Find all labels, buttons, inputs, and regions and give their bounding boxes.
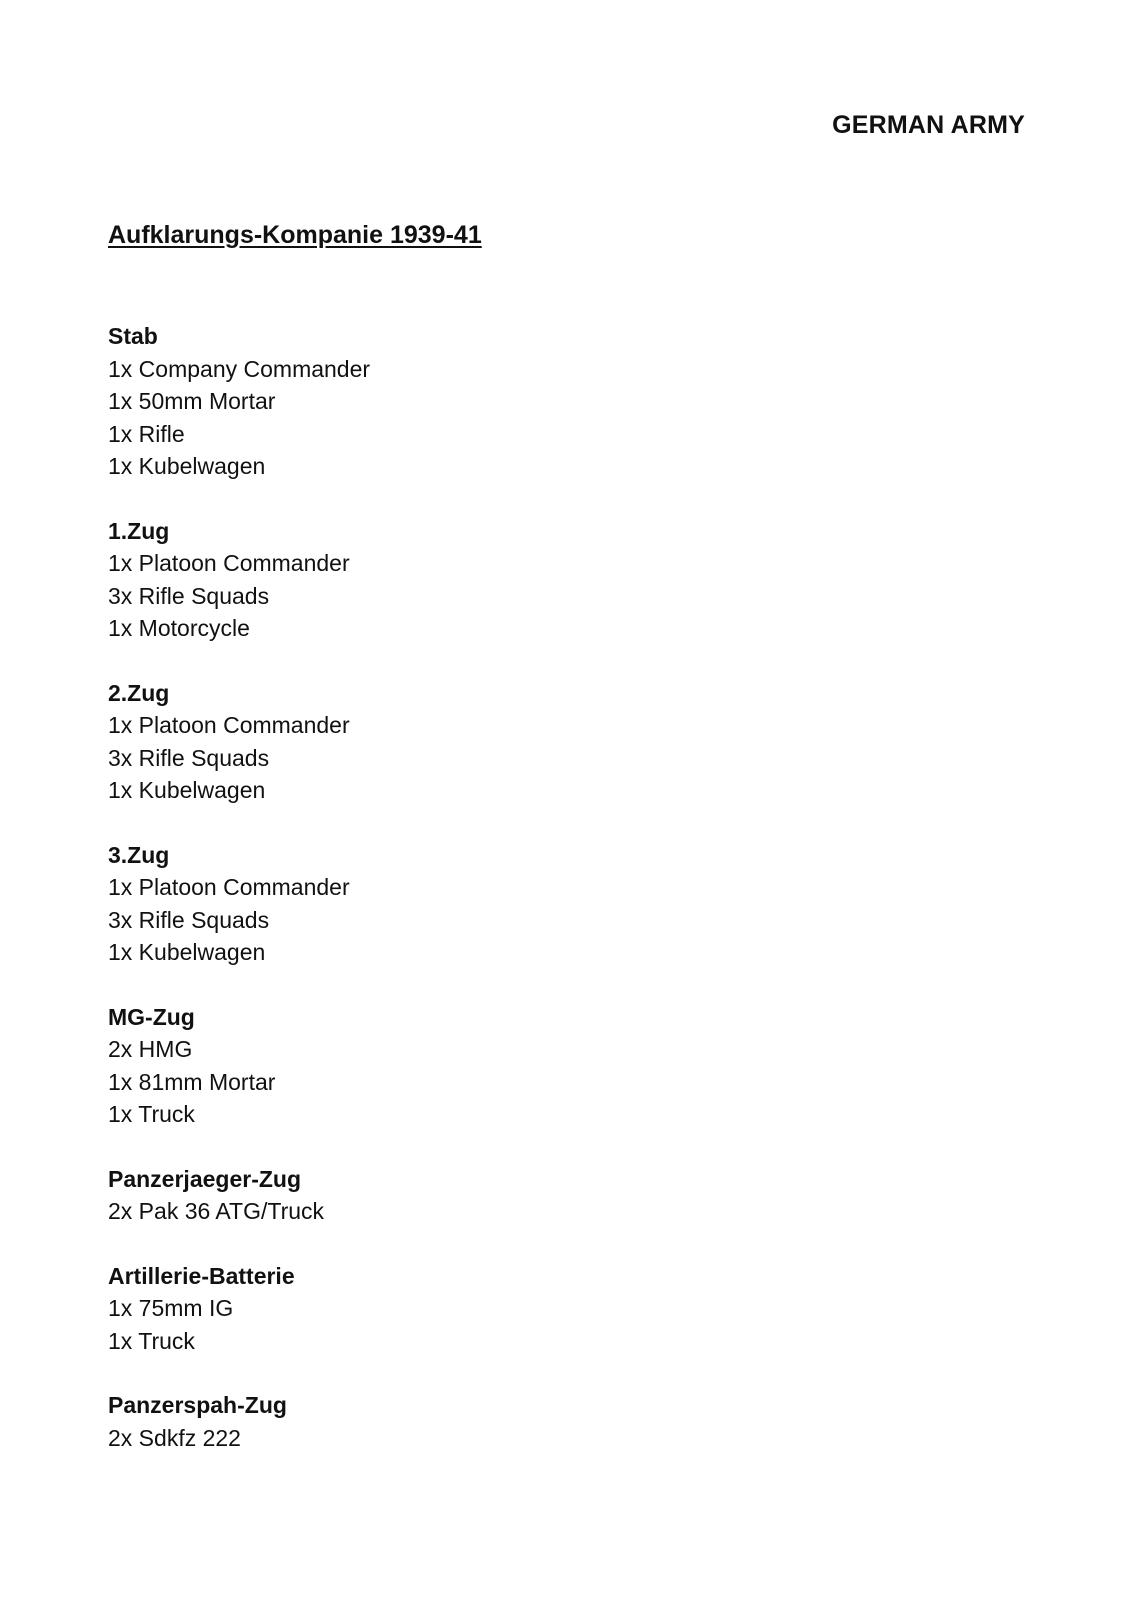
army-header: GERMAN ARMY xyxy=(832,111,1025,139)
section-heading: MG-Zug xyxy=(108,1003,195,1030)
unit-item: 1x 50mm Mortar xyxy=(108,388,276,414)
unit-list xyxy=(108,1195,370,1228)
unit-list xyxy=(108,547,370,645)
unit-list xyxy=(108,1292,370,1357)
section-heading: 1.Zug xyxy=(108,517,170,544)
unit-item: 3x Rifle Squads xyxy=(108,906,270,933)
section-heading: Artillerie-Batterie xyxy=(108,1262,295,1289)
unit-list xyxy=(108,353,370,483)
unit-item: 1x Truck xyxy=(108,1327,195,1354)
unit-item: 1x Truck xyxy=(108,1101,195,1127)
section-artillerie-batterie xyxy=(108,1260,370,1358)
section-mg-zug xyxy=(108,1001,370,1131)
unit-sections xyxy=(108,320,370,1486)
unit-item: 1x Company Commander xyxy=(108,355,371,382)
section-stab xyxy=(108,320,370,483)
unit-list xyxy=(108,709,370,807)
unit-item: 1x Rifle xyxy=(108,420,185,447)
unit-item: 1x Platoon Commander xyxy=(108,712,350,738)
unit-item: 1x Motorcycle xyxy=(108,615,250,641)
unit-item: 1x Platoon Commander xyxy=(108,874,350,900)
unit-item: 1x 81mm Mortar xyxy=(108,1068,276,1095)
unit-item: 2x HMG xyxy=(108,1036,193,1062)
section-3-zug xyxy=(108,839,370,969)
unit-list xyxy=(108,871,370,969)
section-heading: Panzerjaeger-Zug xyxy=(108,1165,301,1192)
document-title: Aufklarungs-Kompanie 1939-41 xyxy=(108,221,482,249)
section-2-zug xyxy=(108,677,370,807)
unit-item: 2x Sdkfz 222 xyxy=(108,1424,241,1451)
unit-list xyxy=(108,1422,370,1455)
unit-item: 1x 75mm IG xyxy=(108,1295,234,1321)
section-panzerspah-zug xyxy=(108,1389,370,1454)
unit-list xyxy=(108,1033,370,1131)
section-heading: 3.Zug xyxy=(108,841,170,868)
unit-item: 1x Kubelwagen xyxy=(108,453,266,479)
unit-item: 3x Rifle Squads xyxy=(108,744,270,771)
section-heading: 2.Zug xyxy=(108,679,170,706)
unit-item: 2x Pak 36 ATG/Truck xyxy=(108,1198,325,1224)
section-heading: Stab xyxy=(108,323,158,349)
unit-item: 1x Kubelwagen xyxy=(108,777,266,803)
unit-item: 1x Kubelwagen xyxy=(108,939,266,965)
section-panzerjaeger-zug xyxy=(108,1163,370,1228)
section-heading: Panzerspah-Zug xyxy=(108,1392,287,1418)
section-1-zug xyxy=(108,515,370,645)
unit-item: 3x Rifle Squads xyxy=(108,582,270,609)
unit-item: 1x Platoon Commander xyxy=(108,550,350,576)
